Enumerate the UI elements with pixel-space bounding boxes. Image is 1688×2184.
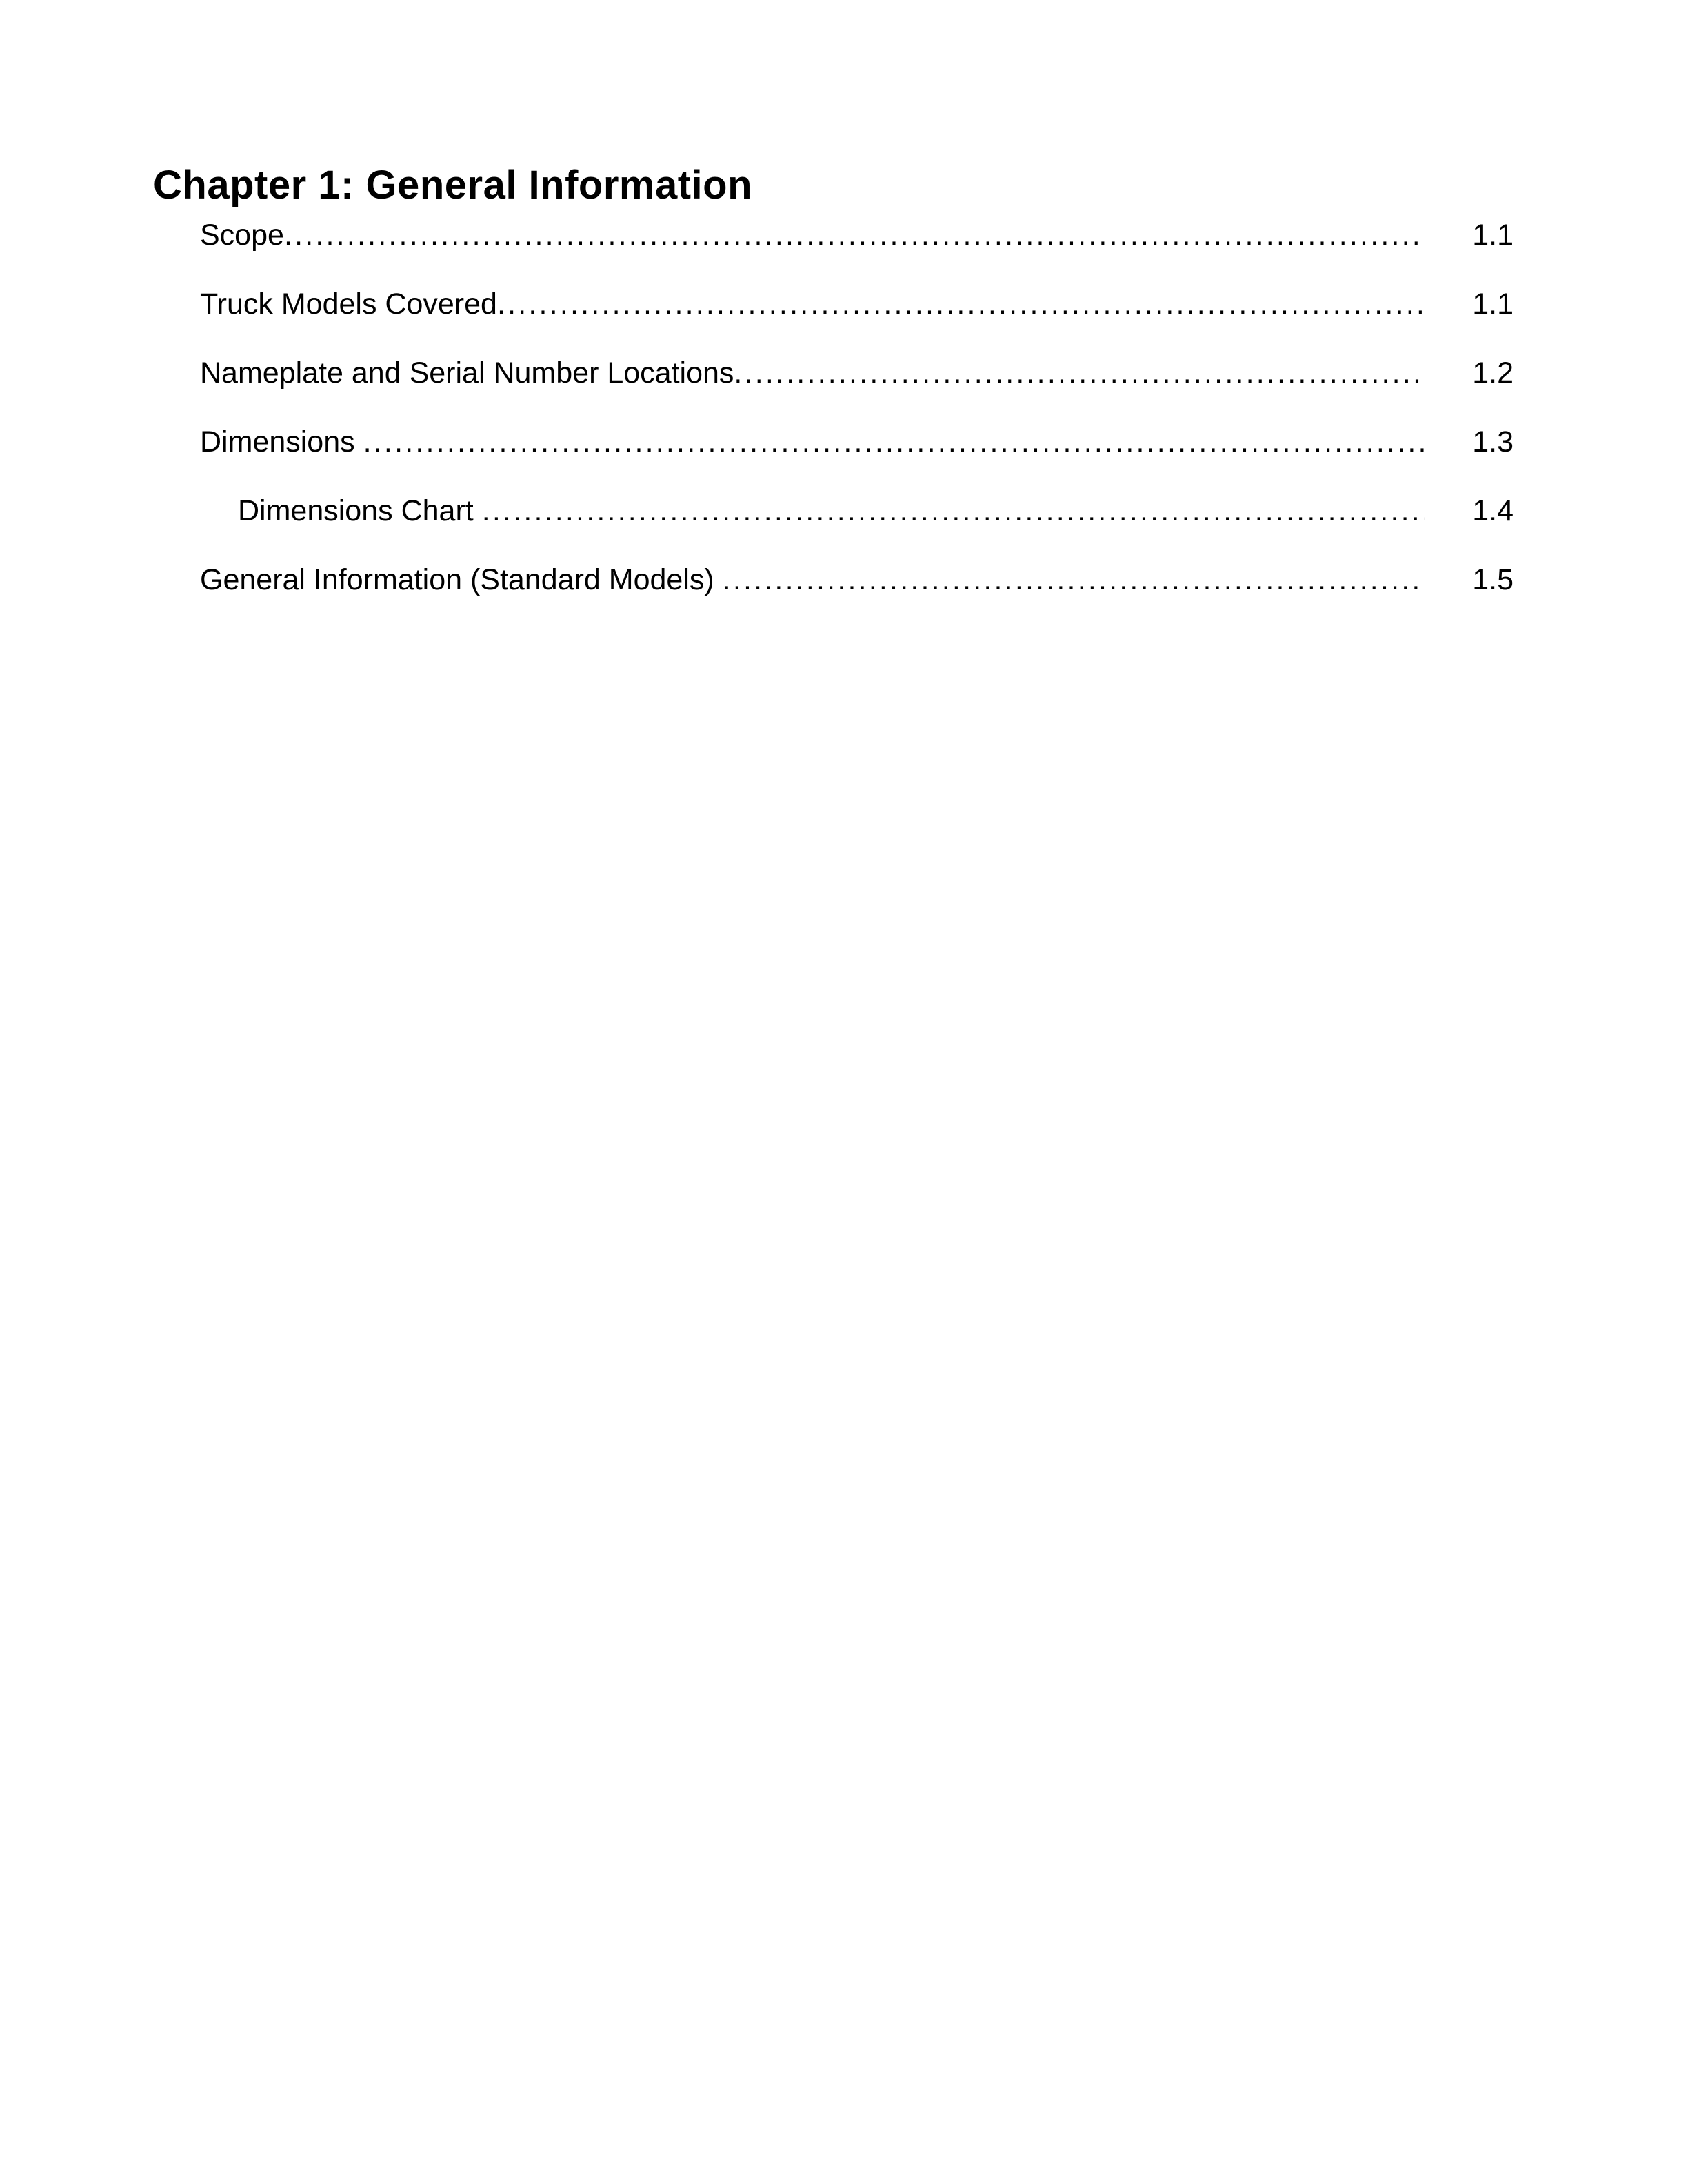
toc-leader-dots	[482, 496, 1425, 526]
toc-entry-page: 1.5	[1472, 563, 1514, 596]
toc-leader-dots	[723, 565, 1425, 595]
toc-entry-label: Scope	[200, 219, 284, 252]
toc-entry-label: Dimensions Chart	[238, 494, 474, 527]
toc-entry-page: 1.1	[1472, 287, 1514, 321]
toc-entry-label: General Information (Standard Models)	[200, 563, 714, 596]
toc-entry[interactable]	[200, 358, 1514, 388]
table-of-contents	[200, 221, 1514, 634]
toc-entry-page: 1.2	[1472, 356, 1514, 390]
toc-entry[interactable]	[200, 221, 1514, 250]
toc-leader-dots	[284, 221, 1425, 250]
toc-leader-dots	[497, 290, 1425, 319]
toc-entry[interactable]	[200, 565, 1514, 595]
toc-leader-dots	[734, 358, 1425, 388]
toc-entry[interactable]	[200, 287, 1514, 321]
toc-entry-page: 1.4	[1472, 494, 1514, 527]
toc-entry-page: 1.1	[1472, 219, 1514, 252]
toc-entry-page: 1.3	[1472, 425, 1514, 458]
toc-entry-label: Dimensions	[200, 425, 355, 458]
toc-entry[interactable]	[200, 496, 1514, 526]
toc-leader-dots	[363, 427, 1425, 457]
page-title: Chapter 1: General Information	[153, 162, 753, 208]
toc-entry-label: Truck Models Covered	[200, 287, 497, 321]
toc-entry[interactable]	[200, 427, 1514, 457]
toc-entry-label: Nameplate and Serial Number Locations	[200, 356, 734, 390]
